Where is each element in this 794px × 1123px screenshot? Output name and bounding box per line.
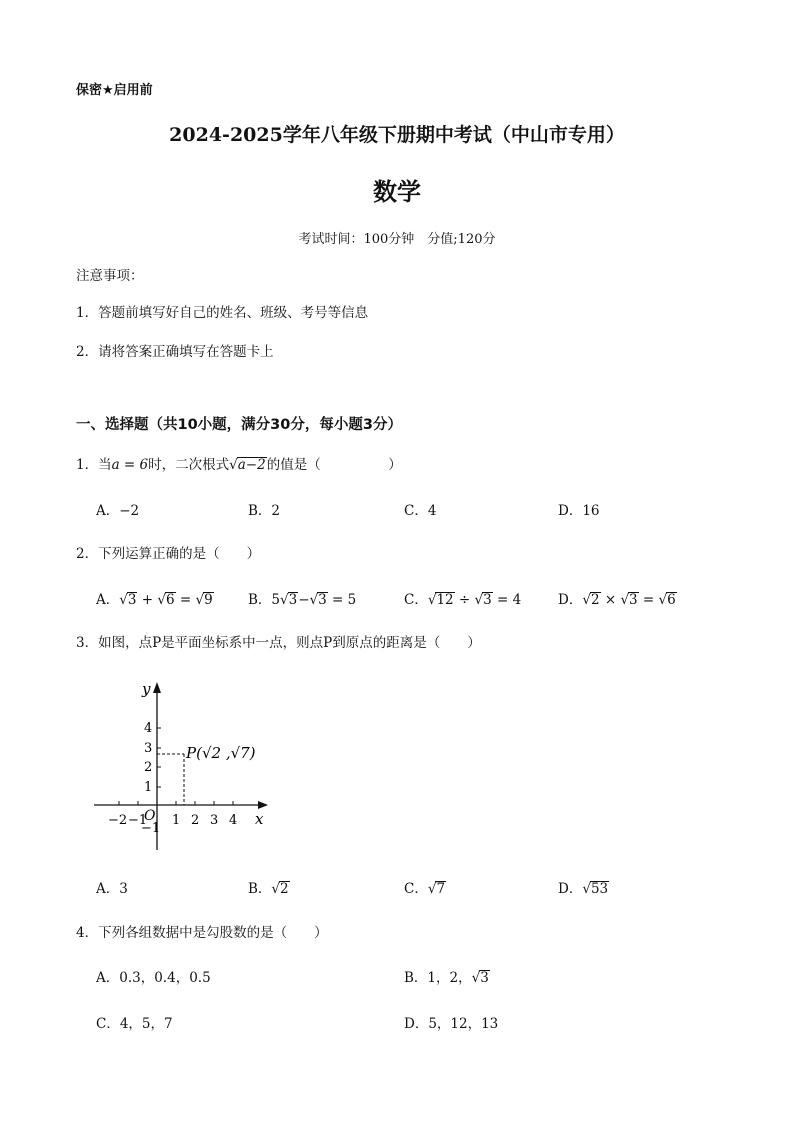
radicand: 2 [280,881,289,897]
y-tick-label: 2 [144,760,153,775]
q4-option-a[interactable]: A．0.3，0.4，0.5 [96,970,211,986]
origin-label: O [144,808,156,824]
operator: + [137,592,158,608]
option-letter: D． [558,881,583,897]
y-tick-label: −1 [141,821,161,836]
operator: × [600,592,621,608]
operator: = 4 [492,592,522,608]
radicand: 3 [629,592,638,608]
coordinate-figure [86,672,286,852]
radicand: 9 [204,592,213,608]
option-letter: C． [404,592,428,608]
operator: = [638,592,659,608]
y-tick-label: 3 [144,741,153,756]
option-letter: B． [248,592,272,608]
notes-heading: 注意事项： [76,268,144,284]
radicand: 7 [436,881,446,897]
subject-title: 数学 [373,177,421,206]
q2-option-a[interactable]: A．√3 + √6 = √9 [96,592,213,608]
radicand: 6 [667,592,676,608]
x-axis-arrow [258,801,268,809]
exam-title: 2024-2025学年八年级下册期中考试（中山市专用） [169,124,625,146]
radicand: 3 [318,592,327,608]
x-tick-label: −1 [128,813,148,828]
radicand: 12 [436,592,454,608]
q3-option-b[interactable]: B．√2 [248,881,289,897]
radicand: 3 [483,592,492,608]
confidential-label: 保密★启用前 [76,83,153,98]
operator: = [175,592,196,608]
q1-option-c[interactable]: C．4 [404,503,437,519]
y-tick-label: 1 [144,780,153,795]
option-value: 3 [119,881,128,897]
radicand: a−2 [237,457,266,473]
radicand: 3 [127,592,137,608]
q1-option-d[interactable]: D．16 [558,503,600,519]
operator: − [298,592,310,608]
q2-option-b[interactable]: B．5√3−√3 = 5 [248,592,357,608]
q4-option-c[interactable]: C．4，5，7 [96,1016,173,1032]
q1-option-a[interactable]: A．−2 [96,503,140,519]
q1-option-b[interactable]: B．2 [248,503,281,519]
q4-option-b[interactable]: B．1，2，√3 [404,970,489,986]
question-text: 当 [98,457,112,473]
option-letter: A． [96,881,120,897]
x-tick-label: −2 [108,813,128,828]
x-tick-label: 2 [191,813,200,828]
x-tick-label: 1 [172,813,181,828]
point-p-label: P(√2 ,√7) [186,744,256,762]
x-axis-label: x [255,810,264,828]
x-tick-label: 4 [229,813,238,828]
operator: ÷ [454,592,475,608]
q2-option-d[interactable]: D．√2 × √3 = √6 [558,592,676,608]
radicand: 3 [480,970,489,986]
q2-option-c[interactable]: C．√12 ÷ √3 = 4 [404,592,522,608]
q3-option-d[interactable]: D．√53 [558,881,609,897]
operator: = 5 [327,592,357,608]
y-axis-arrow [153,682,161,693]
exam-info: 考试时间：100分钟 分值;120分 [298,232,496,247]
question-text: 时，二次根式 [148,457,230,473]
section-heading: 一、选择题（共10小题，满分30分，每小题3分） [76,417,402,433]
condition: a = 6 [111,457,149,473]
question-2-stem: 2．下列运算正确的是（ ） [76,546,261,562]
question-number: 1． [76,457,99,473]
question-1-stem [76,453,402,473]
radical: √a−2 [229,457,266,473]
q4-option-d[interactable]: D．5，12，13 [404,1016,499,1032]
radicand: 2 [590,592,600,608]
x-tick-label: 3 [210,813,219,828]
radicand: 3 [288,592,298,608]
radicand: 6 [165,592,175,608]
y-axis-label: y [142,680,151,698]
coefficient: 5 [271,592,281,608]
question-text: 的值是（ ） [266,457,402,473]
option-text: B．1，2， [404,970,472,986]
option-letter: D． [558,592,583,608]
y-tick-label: 4 [144,721,153,736]
note-item-2: 2．请将答案正确填写在答题卡上 [76,344,274,360]
option-letter: C． [404,881,428,897]
question-4-stem: 4．下列各组数据中是勾股数的是（ ） [76,925,328,941]
radicand: 53 [590,881,609,897]
note-item-1: 1．答题前填写好自己的姓名、班级、考号等信息 [76,305,369,321]
question-3-stem: 3．如图，点P是平面坐标系中一点，则点P到原点的距离是（ ） [76,635,481,651]
option-letter: A． [96,592,120,608]
q3-option-a[interactable] [96,877,128,897]
q3-option-c[interactable]: C．√7 [404,881,446,897]
option-letter: B． [248,881,272,897]
